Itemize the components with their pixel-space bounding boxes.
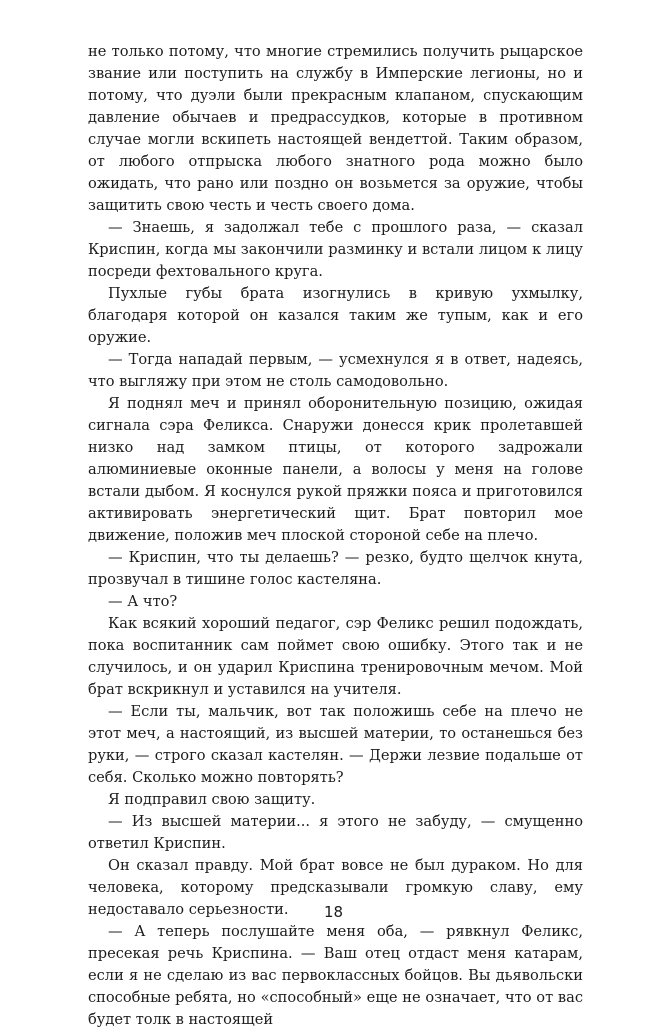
paragraph-12: Он сказал правду. Мой брат вовсе не был дураком. Но для человека, которому предсказывали громкую славу, ему недоставало серьезности. <box>88 857 583 918</box>
paragraph-11: — Из высшей материи... я этого не забуду, — смущенно ответил Криспин. <box>88 813 583 852</box>
paragraph-9: — Если ты, мальчик, вот так положишь себе на плечо не этот меч, а настоящий, из высшей материи, то останешься без руки, — строго сказал кастелян. — Держи лезвие подальше от себя. Сколько можно повторять? <box>88 703 583 786</box>
paragraph-8: Как всякий хороший педагог, сэр Феликс решил подождать, пока воспитанник сам поймет свою ошибку. Этого так и не случилось, и он ударил Криспина тренировочным мечом. Мой брат вскрикнул и уставился на учителя. <box>88 615 583 698</box>
paragraph-3: Пухлые губы брата изогнулись в кривую ухмылку, благодаря которой он казался таким же тупым, как и его оружие. <box>88 285 583 346</box>
paragraph-7: — А что? <box>108 593 178 610</box>
paragraph-1: не только потому, что многие стремились получить рыцарское звание или поступить на службу в Имперские легионы, но и потому, что дуэли были прекрасным клапаном, спускающим давление обычаев и предрассудков, которые в противном случае могли вскипеть настоящей вендеттой. Таким образом, от любого отпрыска любого знатного рода можно было ожидать, что рано или поздно он возьмется за оружие, чтобы защитить свою честь и честь своего дома. <box>88 43 583 214</box>
body-text <box>88 41 583 1031</box>
paragraph-2: — Знаешь, я задолжал тебе с прошлого раза, — сказал Криспин, когда мы закончили разминку и встали лицом к лицу посреди фехтовального круга. <box>88 219 583 280</box>
page-number: 18 <box>323 903 344 921</box>
paragraph-10: Я подправил свою защиту. <box>108 791 316 808</box>
paragraph-6: — Криспин, что ты делаешь? — резко, будто щелчок кнута, прозвучал в тишине голос кастеляна. <box>88 549 583 588</box>
paragraph-5: Я поднял меч и принял оборонительную позицию, ожидая сигнала сэра Феликса. Снаружи донесся крик пролетавшей низко над замком птицы, от которого задрожали алюминиевые оконные панели, а волосы у меня на голове встали дыбом. Я коснулся рукой пряжки пояса и приготовился активировать энергетический щит. Брат повторил мое движение, положив меч плоской стороной себе на плечо. <box>88 395 583 544</box>
paragraph-4: — Тогда нападай первым, — усмехнулся я в ответ, надеясь, что выгляжу при этом не столь самодовольно. <box>88 351 583 390</box>
paragraph-13: — А теперь послушайте меня оба, — рявкнул Феликс, пресекая речь Криспина. — Ваш отец отдаст меня катарам, если я не сделаю из вас первоклассных бойцов. Вы дьявольски способные ребята, но «способный» еще не означает, что от вас будет толк в настоящей <box>88 923 583 1028</box>
